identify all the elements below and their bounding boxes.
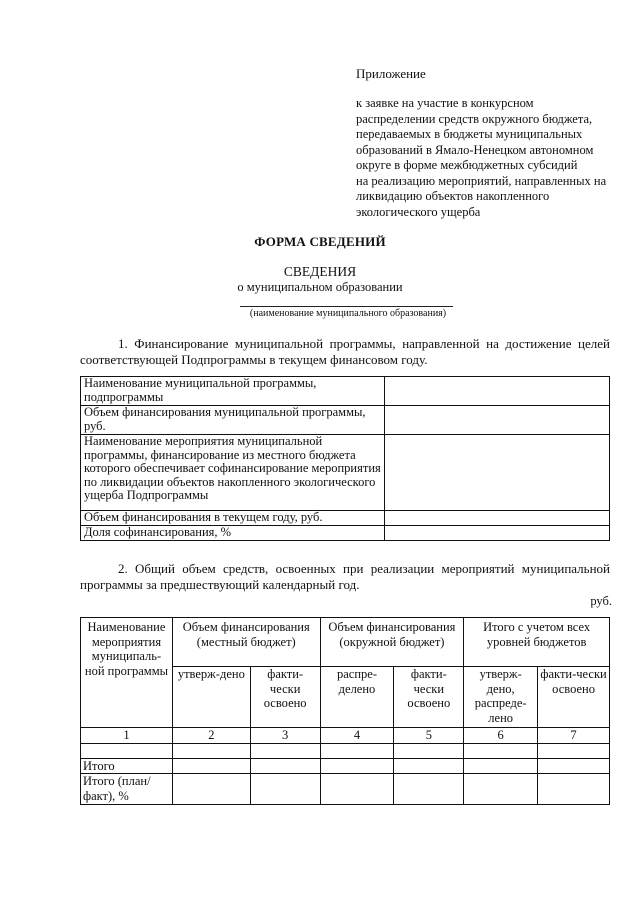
table-row: [81, 377, 610, 406]
municipality-name-line[interactable]: [240, 306, 453, 307]
appendix-line: образований в Ямало-Ненецком автономном: [356, 142, 594, 157]
entry-cell[interactable]: [320, 774, 394, 805]
section1-paragraph: [80, 336, 610, 368]
section2-text: 2. Общий объем средств, освоенных при реализации мероприятий муниципальной программы за предшествующий календарный год.: [80, 561, 610, 592]
entry-cell[interactable]: [394, 758, 464, 774]
section2-paragraph: [80, 561, 610, 593]
col-group-district: Объем финансирования (окружной бюджет): [320, 618, 464, 667]
row-label: Доля софинансирования, %: [81, 526, 385, 541]
column-number: 1: [81, 728, 173, 744]
entry-cell[interactable]: [172, 743, 250, 758]
table-row: [81, 435, 610, 511]
appendix-line: на реализацию мероприятий, направленных на: [356, 173, 607, 188]
column-number: 7: [538, 728, 610, 744]
appendix-line: распределении средств окружного бюджета,: [356, 111, 593, 126]
entry-cell[interactable]: [250, 774, 320, 805]
column-numbers-row: [81, 728, 610, 744]
row-label: Объем финансирования в текущем году, руб.: [81, 511, 385, 526]
entry-cell[interactable]: [172, 758, 250, 774]
col-header-total-approved: утверж-дено, распреде-лено: [464, 667, 538, 728]
table-row: [81, 406, 610, 435]
entry-cell[interactable]: [320, 758, 394, 774]
appendix-line: округе в форме межбюджетных субсидий: [356, 158, 578, 172]
col-group-total: Итого с учетом всех уровней бюджетов: [464, 618, 610, 667]
row-label: Объем финансирования муниципальной программы, руб.: [81, 406, 385, 435]
total-row: [81, 758, 610, 774]
appendix-body: [356, 96, 618, 220]
col-header-district-actual: факти-чески освоено: [394, 667, 464, 728]
appendix-line: передаваемых в бюджеты муниципальных: [356, 127, 583, 141]
header-row: [81, 618, 610, 667]
entry-cell[interactable]: [394, 774, 464, 805]
total-plan-fact-label: Итого (план/факт), %: [81, 774, 173, 805]
entry-cell[interactable]: [172, 774, 250, 805]
col-header-local-actual: факти-чески освоено: [250, 667, 320, 728]
col-header-district-distributed: распре-делено: [320, 667, 394, 728]
column-number: 6: [464, 728, 538, 744]
col-header-local-approved: утверж-дено: [172, 667, 250, 728]
entry-cell[interactable]: [538, 758, 610, 774]
row-label: Наименование мероприятия муниципальной программы, финансирование из местного бюджета которого обеспечивает софинансирование мероприятия по ликвидации объектов накопленного экологического ущерба Подпрограммы: [81, 435, 385, 511]
entry-cell[interactable]: [320, 743, 394, 758]
col-header-total-actual: факти-чески освоено: [538, 667, 610, 728]
entry-cell[interactable]: [538, 743, 610, 758]
appendix-line: к заявке на участие в конкурсном: [356, 96, 534, 110]
column-number: 4: [320, 728, 394, 744]
appendix-line: экологического ущерба: [356, 204, 481, 219]
value-cell[interactable]: [385, 526, 610, 541]
table-row: [81, 526, 610, 541]
entry-cell[interactable]: [394, 743, 464, 758]
column-number: 5: [394, 728, 464, 744]
value-cell[interactable]: [385, 406, 610, 435]
col-header-name: Наименование мероприятия муниципаль-ной программы: [81, 618, 173, 728]
entry-cell[interactable]: [464, 743, 538, 758]
spending-table: [80, 617, 610, 805]
appendix-title: Приложение: [356, 66, 426, 81]
value-cell[interactable]: [385, 511, 610, 526]
entry-cell[interactable]: [250, 743, 320, 758]
form-title: ФОРМА СВЕДЕНИЙ: [254, 234, 386, 249]
column-number: 3: [250, 728, 320, 744]
value-cell[interactable]: [385, 435, 610, 511]
table-row: [81, 511, 610, 526]
value-cell[interactable]: [385, 377, 610, 406]
financing-table: [80, 376, 610, 541]
row-label: Наименование муниципальной программы, подпрограммы: [81, 377, 385, 406]
col-group-local: Объем финансирования (местный бюджет): [172, 618, 320, 667]
section1-text: 1. Финансирование муниципальной программы, направленной на достижение целей соответствующей Подпрограммы в текущем финансовом году.: [80, 336, 610, 367]
table-row: [81, 743, 610, 758]
currency-unit: руб.: [590, 594, 612, 608]
municipal-subtitle: о муниципальном образовании: [237, 280, 403, 294]
total-plan-fact-row: [81, 774, 610, 805]
entry-cell[interactable]: [464, 774, 538, 805]
svedeniya-heading: СВЕДЕНИЯ: [283, 264, 357, 279]
entry-cell[interactable]: [250, 758, 320, 774]
column-number: 2: [172, 728, 250, 744]
total-label: Итого: [81, 758, 173, 774]
entry-cell[interactable]: [464, 758, 538, 774]
municipality-name-caption: (наименование муниципального образования): [249, 308, 447, 319]
entry-cell[interactable]: [538, 774, 610, 805]
appendix-line: ликвидацию объектов накопленного: [356, 189, 550, 203]
entry-cell[interactable]: [81, 743, 173, 758]
